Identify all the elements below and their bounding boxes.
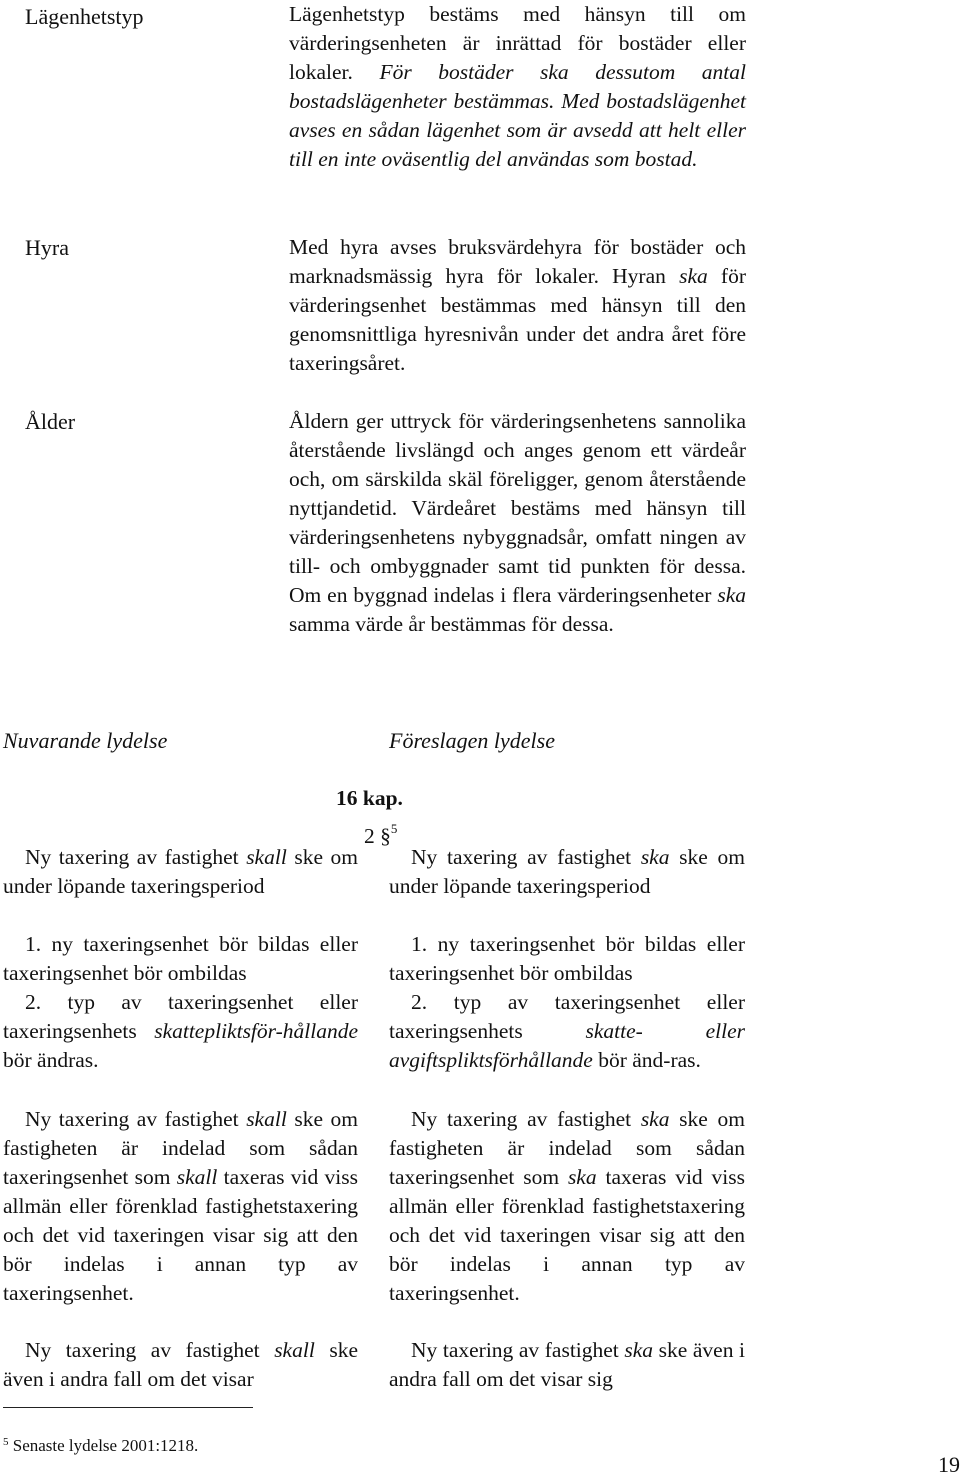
- text-run: ske om under löpande taxeringsperiod: [3, 845, 358, 898]
- definition-lagenhetstyp: [289, 0, 746, 174]
- text-run: ske om fastigheten är indelad som sådan taxeringsenhet som: [389, 1107, 745, 1189]
- text-run: Ny taxering av fastighet: [25, 1338, 275, 1362]
- italic-text-run: ska: [567, 1165, 597, 1189]
- header-current-wording: Nuvarande lydelse: [3, 728, 168, 753]
- text-run: för värderingsenhet bestämmas med hänsyn till den genomsnittliga hyresnivån under det andra året före taxeringsåret.: [289, 264, 746, 375]
- text-run: Ny taxering av fastighet: [25, 1107, 247, 1131]
- footnote-divider: [3, 1407, 253, 1408]
- current-paragraph-2: [3, 1105, 358, 1308]
- proposed-item-1: 1. ny taxeringsenhet bör bildas eller taxeringsenhet bör ombildas: [389, 932, 745, 985]
- text-run: taxeras vid viss allmän eller förenklad fastighetstaxering och det vid taxeringen visar sig att den bör indelas i annan typ av taxeringsenhet.: [389, 1165, 745, 1305]
- header-proposed-wording: Föreslagen lydelse: [389, 728, 555, 753]
- italic-text-run: skatte- eller avgiftspliktsförhållande: [389, 1019, 745, 1072]
- text-run: samma värde år bestämmas för dessa.: [289, 612, 614, 636]
- text-run: Med hyra avses bruksvärdehyra för bostäder och marknadsmässig hyra för lokaler. Hyran: [289, 235, 746, 288]
- footnote: [3, 1431, 198, 1457]
- italic-text-run: ska: [640, 1107, 670, 1131]
- term-lagenhetstyp: Lägenhetstyp: [25, 4, 144, 29]
- italic-text-run: skall: [176, 1165, 218, 1189]
- section-number: 2 §$^5$: [364, 821, 398, 848]
- text-run: ske även i andra fall om det visar sig: [389, 1338, 746, 1391]
- text-run: bör änd-ras.: [592, 1048, 701, 1072]
- current-paragraph-1: [3, 843, 358, 901]
- text-run: Lägenhetstyp bestäms med hänsyn till om värderingsenheten är inrättad för bostäder eller lokaler.: [289, 2, 746, 84]
- text-run: 2. typ av taxeringsenhet eller taxeringsenhets: [389, 990, 745, 1043]
- text-run: ske om under löpande taxeringsperiod: [389, 845, 745, 898]
- italic-text-run: skall: [246, 1107, 287, 1131]
- definition-hyra: [289, 233, 746, 378]
- text-run: Ny taxering av fastighet: [411, 845, 641, 869]
- proposed-paragraph-3: [389, 1336, 745, 1394]
- italic-text-run: skall: [246, 845, 287, 869]
- current-item-2: [3, 988, 358, 1075]
- italic-text-run: skattepliktsför-hållande: [154, 1019, 358, 1043]
- text-run: taxeras vid viss allmän eller förenklad fastighetstaxering och det vid taxeringen visar sig att den bör indelas i annan typ av taxeringsenhet.: [3, 1165, 358, 1305]
- text-run: Ny taxering av fastighet: [411, 1107, 641, 1131]
- proposed-item-2: [389, 988, 745, 1075]
- italic-text-run: ska: [717, 583, 746, 607]
- proposed-paragraph-2: [389, 1105, 745, 1308]
- text-run: bör ändras.: [3, 1048, 99, 1072]
- current-paragraph-3: [3, 1336, 358, 1394]
- italic-text-run: För bostäder ska dessutom antal bostadslägenheter bestämmas. Med bostadslägenhet avses en sådan lägenhet som är avsedd att helt eller till en inte oväsentlig del användas som bostad.: [289, 60, 746, 171]
- text-run: Ny taxering av fastighet: [411, 1338, 625, 1362]
- proposed-paragraph-1: [389, 843, 745, 901]
- current-item-1: 1. ny taxeringsenhet bör bildas eller taxeringsenhet bör ombildas: [3, 932, 358, 985]
- chapter-heading: 16 kap.: [336, 786, 403, 810]
- text-run: Ny taxering av fastighet: [25, 845, 247, 869]
- italic-text-run: ska: [679, 264, 708, 288]
- italic-text-run: ska: [624, 1338, 654, 1362]
- italic-text-run: skall: [274, 1338, 315, 1362]
- page-number: 19: [938, 1452, 960, 1477]
- term-hyra: Hyra: [25, 235, 69, 260]
- footnote-marker: 5: [3, 1436, 9, 1448]
- footnote-text: Senaste lydelse 2001:1218.: [12, 1436, 199, 1455]
- footnote-ref: 5: [390, 821, 398, 836]
- term-alder: Ålder: [25, 409, 76, 434]
- text-run: 2. typ av taxeringsenhet eller taxeringsenhets: [3, 990, 358, 1043]
- definition-alder: [289, 407, 746, 639]
- italic-text-run: ska: [640, 845, 670, 869]
- text-run: ske även i andra fall om det visar: [3, 1338, 358, 1391]
- text-run: Åldern ger uttryck för värderingsenhetens sannolika återstående livslängd och anges genom ett värdeår och, om särskilda skäl föreligger, genom återstående nyttjandetid. Värdeåret bestäms med hänsyn till värderingsenhetens nybyggnadsår, omfatt ningen av till- och ombyggnader samt tid punkten för dessa. Om en byggnad indelas i flera värderingsenheter: [289, 409, 746, 607]
- text-run: ske om fastigheten är indelad som sådan taxeringsenhet som: [3, 1107, 358, 1189]
